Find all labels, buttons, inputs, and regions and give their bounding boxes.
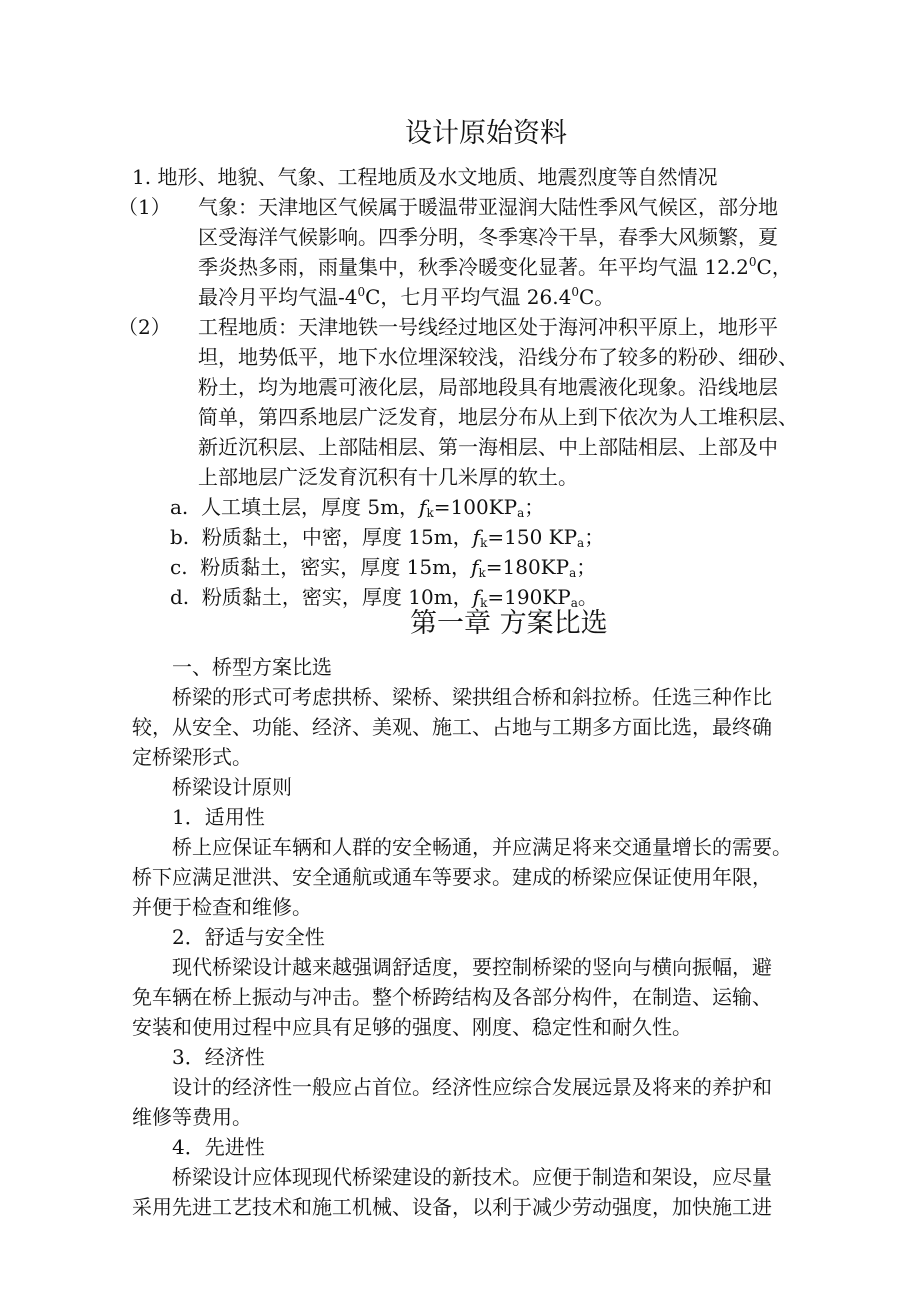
paragraph-line: 桥上应保证车辆和人群的安全畅通，并应满足将来交通量增长的需要。 [172,835,792,859]
paragraph-line: 定桥梁形式。 [132,745,252,769]
paragraph-line: 免车辆在桥上振动与冲击。整个桥跨结构及各部分构件，在制造、运输、 [132,985,772,1009]
section-heading: 桥梁设计原则 [172,775,292,799]
paragraph-line: 上部地层广泛发育沉积有十几米厚的软土。 [198,465,578,489]
paragraph-line: 现代桥梁设计越来越强调舒适度，要控制桥梁的竖向与横向振幅，避 [172,955,772,979]
section-heading: 一、桥型方案比选 [172,655,332,679]
document-title: 设计原始资料 [405,118,567,149]
chapter-title: 第一章 方案比选 [410,608,608,639]
soil-layer-item: b. 粉质黏土，中密，厚度 15m，$f_k=150$ $KP_a$； [170,525,605,550]
paragraph-line: 设计的经济性一般应占首位。经济性应综合发展远景及将来的养护和 [172,1075,772,1099]
subsection-heading: 1．适用性 [172,805,265,829]
paragraph-line: 最冷月平均气温$-4^0C$，七月平均气温 26.4$^0$C。 [198,285,615,309]
paragraph-line: 季炎热多雨，雨量集中，秋季冷暖变化显著。年平均气温 12.2$^0$C， [198,255,792,279]
subsection-heading: 3．经济性 [172,1045,265,1069]
paragraph-line: 工程地质：天津地铁一号线经过地区处于海河冲积平原上，地形平 [198,315,778,339]
paragraph-line: 坦，地势低平，地下水位埋深较浅，沿线分布了较多的粉砂、细砂、 [198,345,798,369]
paragraph-line: 简单，第四系地层广泛发育，地层分布从上到下依次为人工堆积层、 [198,405,798,429]
item-1-number: （1） [118,195,171,219]
subsection-heading: 4．先进性 [172,1135,265,1159]
paragraph-line: 新近沉积层、上部陆相层、第一海相层、中上部陆相层、上部及中 [198,435,778,459]
paragraph-line: 气象：天津地区气候属于暖温带亚湿润大陆性季风气候区，部分地 [198,195,778,219]
paragraph-line: 采用先进工艺技术和施工机械、设备，以利于减少劳动强度，加快施工进 [132,1195,772,1219]
item-2-number: （2） [118,315,171,339]
paragraph-line: 桥下应满足泄洪、安全通航或通车等要求。建成的桥梁应保证使用年限， [132,865,772,889]
paragraph-line: 并便于检查和维修。 [132,895,312,919]
paragraph-line: 维修等费用。 [132,1105,252,1129]
subsection-heading: 2．舒适与安全性 [172,925,325,949]
soil-layer-item: d. 粉质黏土，密实，厚度 10m，$f_k=190KP_a$。 [170,585,598,610]
section-1-heading: 1. 地形、地貌、气象、工程地质及水文地质、地震烈度等自然情况 [132,165,718,189]
paragraph-line: 较，从安全、功能、经济、美观、施工、占地与工期多方面比选，最终确 [132,715,772,739]
paragraph-line: 区受海洋气候影响。四季分明，冬季寒冷干旱，春季大风频繁，夏 [198,225,778,249]
paragraph-line: 桥梁的形式可考虑拱桥、梁桥、梁拱组合桥和斜拉桥。任选三种作比 [172,685,772,709]
paragraph-line: 粉土，均为地震可液化层，局部地段具有地震液化现象。沿线地层 [198,375,778,399]
soil-layer-item: c. 粉质黏土，密实，厚度 15m，$f_k=180KP_a$； [170,555,597,580]
paragraph-line: 桥梁设计应体现现代桥梁建设的新技术。应便于制造和架设，应尽量 [172,1165,772,1189]
soil-layer-item: a. 人工填土层，厚度 5m，$f_k=100KP_a$； [170,495,545,520]
paragraph-line: 安装和使用过程中应具有足够的强度、刚度、稳定性和耐久性。 [132,1015,692,1039]
